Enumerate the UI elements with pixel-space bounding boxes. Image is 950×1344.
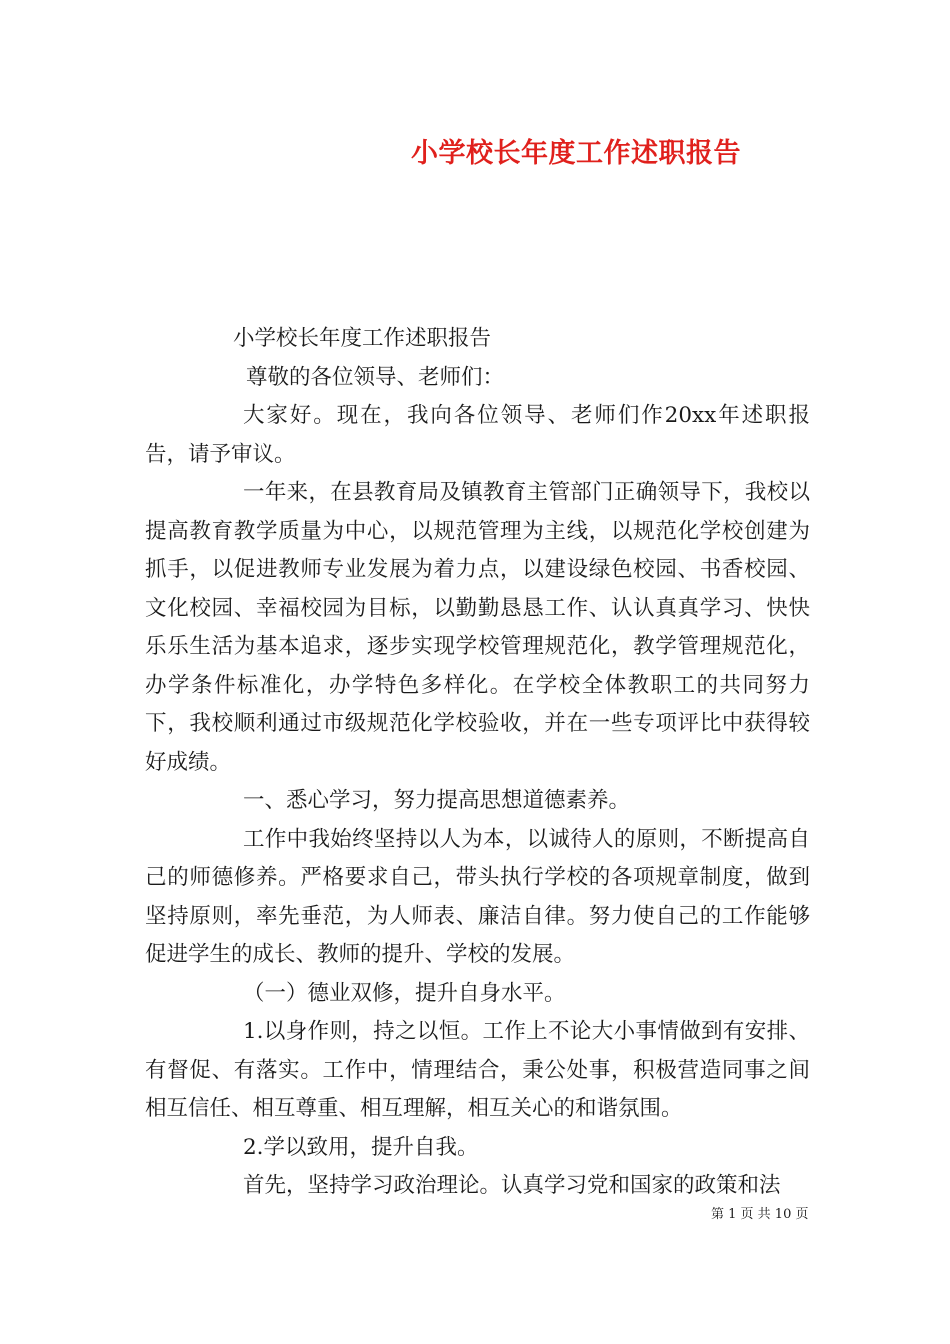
paragraph: 一年来，在县教育局及镇教育主管部门正确领导下，我校以提高教育教学质量为中心，以规范管理为主线，以规范化学校创建为抓手，以促进教师专业发展为着力点，以建设绿色校园、书香校园、文化校园、幸福校园为目标，以勤勤恳恳工作、认认真真学习、快快乐乐生活为基本追求，逐步实现学校管理规范化，教学管理规范化，办学条件标准化，办学特色多样化。在学校全体教职工的共同努力下，我校顺利通过市级规范化学校验收，并在一些专项评比中获得较好成绩。 <box>145 480 810 775</box>
paragraph: 大家好。现在，我向各位领导、老师们作20xx年述职报告，请予审议。 <box>145 403 810 467</box>
paragraph: 首先，坚持学习政治理论。认真学习党和国家的政策和法 <box>243 1173 781 1198</box>
section-heading: 一、悉心学习，努力提高思想道德素养。 <box>243 788 631 813</box>
subsection-heading: 2.学以致用，提升自我。 <box>243 1134 479 1160</box>
page-footer: 第 1 页 共 10 页 <box>711 1207 809 1222</box>
paragraph: 1.以身作则，持之以恒。工作上不论大小事情做到有安排、有督促、有落实。工作中，情理结合，秉公处事，积极营造同事之间相互信任、相互尊重、相互理解，相互关心的和谐氛围。 <box>145 1019 810 1121</box>
document-heading: 小学校长年度工作述职报告 <box>233 326 492 351</box>
document-body <box>145 320 810 1206</box>
paragraph: 工作中我始终坚持以人为本，以诚待人的原则，不断提高自己的师德修养。严格要求自己，带头执行学校的各项规章制度，做到坚持原则，率先垂范，为人师表、廉洁自律。努力使自己的工作能够促进学生的成长、教师的提升、学校的发展。 <box>145 826 810 967</box>
subsection-heading: （一）德业双修，提升自身水平。 <box>243 980 566 1006</box>
greeting-line: 尊敬的各位领导、老师们： <box>246 364 505 390</box>
page-title: 小学校长年度工作述职报告 <box>411 138 741 169</box>
